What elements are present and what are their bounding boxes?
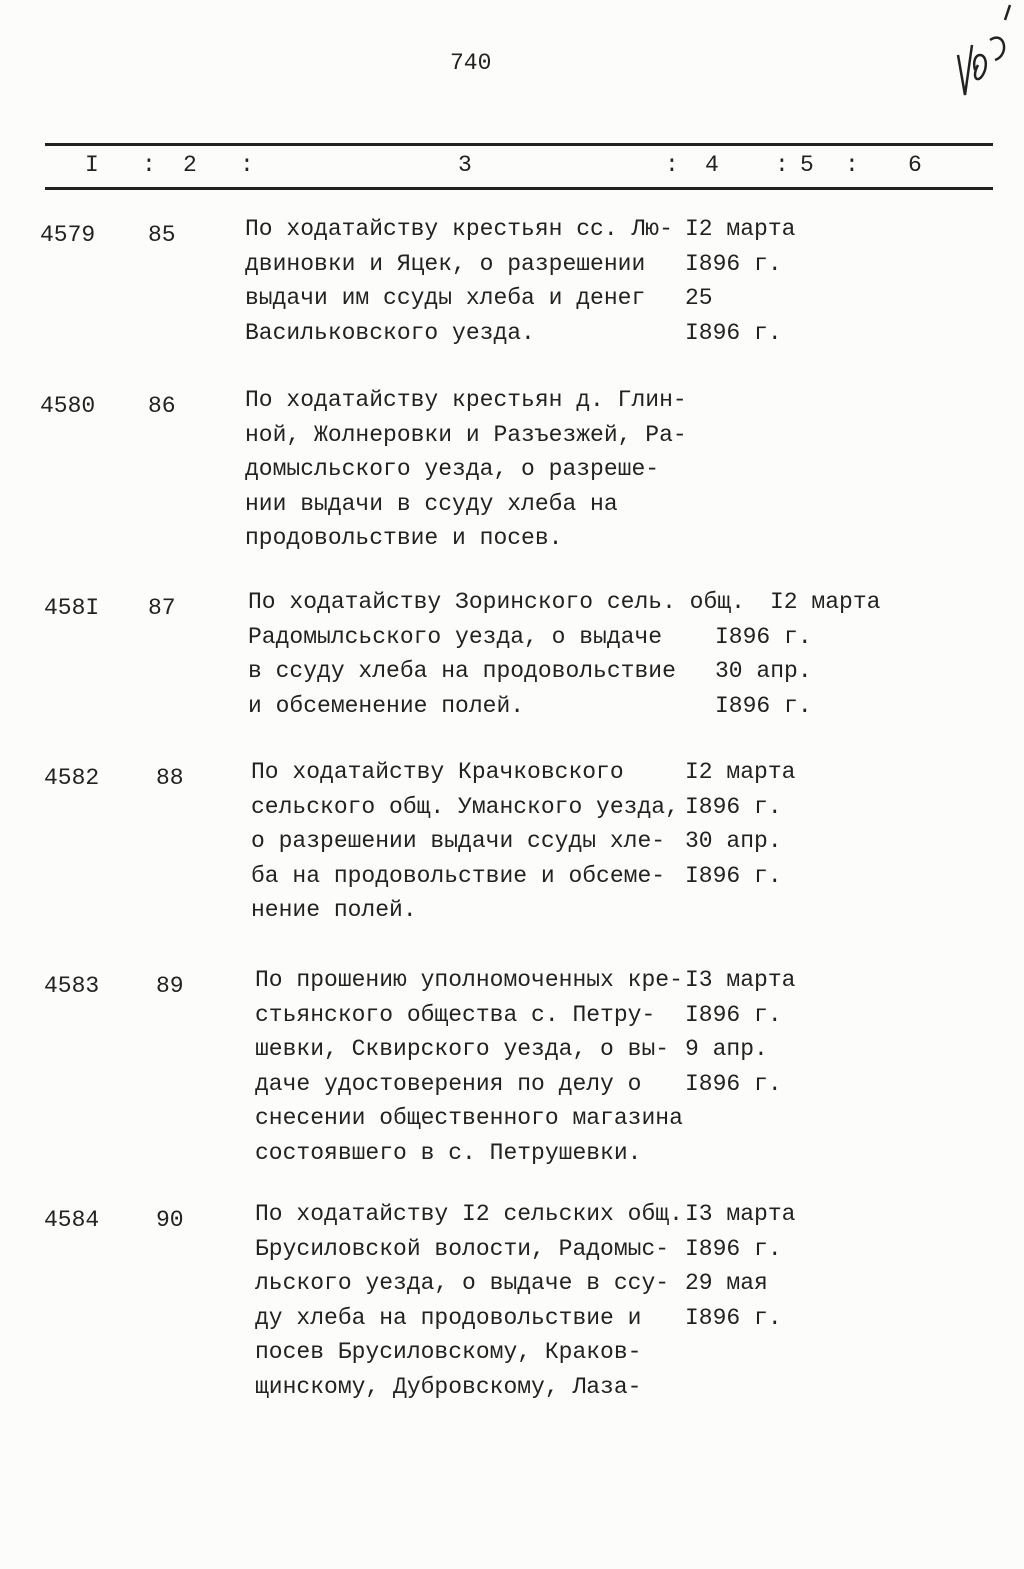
date-line: 30 апр. — [715, 658, 812, 684]
date-line: I2 марта — [770, 589, 881, 615]
description — [255, 1197, 683, 1404]
date-line: 9 апр. — [685, 1036, 768, 1062]
description-line: в ссуду хлеба на продовольствие — [248, 658, 676, 684]
description-line: выдачи им ссуды хлеба и денег — [245, 285, 646, 311]
date-line: 29 мая — [685, 1270, 768, 1296]
dates — [715, 585, 881, 723]
page-number: 740 — [450, 50, 492, 76]
description-line: о разрешении выдачи ссуды хле- — [251, 828, 666, 854]
archive-folio-mark — [950, 0, 1020, 100]
section-number: 90 — [156, 1207, 184, 1233]
description-line: По ходатайству I2 сельских общ. — [255, 1201, 683, 1227]
date-line: I2 марта — [685, 759, 796, 785]
item-number: 4582 — [44, 765, 100, 791]
description-line: даче удостоверения по делу о — [255, 1070, 642, 1097]
description-line: По ходатайству Зоринского сель. общ. — [248, 589, 745, 615]
date-line: I896 г. — [685, 1235, 782, 1262]
dates — [685, 755, 795, 893]
description-line: ной, Жолнеровки и Разъезжей, Ра- — [245, 421, 687, 448]
date-line: 30 апр. — [685, 828, 782, 854]
date-line: I896 г. — [685, 319, 782, 346]
description-line: нение полей. — [251, 897, 417, 923]
col-header-5: 5 — [800, 152, 814, 178]
header-bottom-rule — [45, 187, 993, 190]
description-line: щинскому, Дубровскому, Лаза- — [255, 1373, 642, 1400]
description-line: сельского общ. Уманского уезда, — [251, 793, 679, 820]
date-line: I896 г. — [685, 1070, 782, 1097]
description — [245, 212, 673, 350]
description-line: По ходатайству крестьян сс. Лю- — [245, 216, 673, 242]
description-line: Радомылсьского уезда, о выдаче — [248, 623, 663, 650]
date-line: I896 г. — [685, 862, 782, 889]
description-line: По ходатайству крестьян д. Глин- — [245, 387, 687, 413]
date-line: I3 марта — [685, 967, 796, 993]
description-line: нии выдачи в ссуду хлеба на — [245, 490, 618, 517]
description-line: льского уезда, о выдаче в ссу- — [255, 1270, 670, 1296]
col-header-1: I — [85, 152, 99, 178]
description-line: Брусиловской волости, Радомыс- — [255, 1235, 670, 1262]
item-number: 458I — [44, 595, 100, 621]
col-sep: : — [142, 152, 156, 178]
col-header-4: 4 — [705, 152, 719, 178]
dates — [685, 212, 795, 350]
col-sep: : — [665, 152, 679, 178]
date-line: I896 г. — [685, 793, 782, 820]
header-top-rule — [45, 143, 993, 146]
section-number: 89 — [156, 973, 184, 999]
item-number: 4584 — [44, 1207, 100, 1233]
description — [255, 963, 683, 1170]
description — [248, 585, 745, 723]
item-number: 4583 — [44, 973, 100, 999]
description-line: шевки, Сквирского уезда, о вы- — [255, 1036, 670, 1062]
item-number: 4580 — [40, 393, 96, 419]
description-line: снесении общественного магазина — [255, 1105, 683, 1131]
col-sep: : — [775, 152, 789, 178]
item-number: 4579 — [40, 222, 96, 248]
col-header-3: 3 — [458, 152, 472, 178]
date-line: 25 — [685, 285, 713, 311]
date-line: I896 г. — [685, 1304, 782, 1331]
description-line: По ходатайству Крачковского — [251, 759, 624, 785]
dates — [685, 963, 795, 1101]
date-line: I896 г. — [685, 1001, 782, 1028]
section-number: 86 — [148, 393, 176, 419]
col-header-6: 6 — [908, 152, 922, 178]
col-sep: : — [845, 152, 859, 178]
description-line: и обсеменение полей. — [248, 692, 525, 719]
date-line: I896 г. — [685, 250, 782, 277]
date-line: I3 марта — [685, 1201, 796, 1227]
description-line: По прошению уполномоченных кре- — [255, 967, 683, 993]
description-line: ду хлеба на продовольствие и — [255, 1304, 642, 1331]
description — [245, 383, 687, 556]
description-line: двиновки и Яцек, о разрешении — [245, 250, 646, 277]
description-line: домысльского уезда, о разреше- — [245, 456, 660, 482]
description-line: ба на продовольствие и обсеме- — [251, 862, 666, 889]
description-line: продовольствие и посев. — [245, 525, 563, 551]
section-number: 88 — [156, 765, 184, 791]
date-line: I2 марта — [685, 216, 796, 242]
section-number: 85 — [148, 222, 176, 248]
description-line: состоявшего в с. Петрушевки. — [255, 1139, 642, 1166]
description-line: посев Брусиловскому, Краков- — [255, 1339, 642, 1365]
description-line: Васильковского уезда. — [245, 319, 535, 346]
description-line: стьянского общества с. Петру- — [255, 1001, 656, 1028]
section-number: 87 — [148, 595, 176, 621]
col-sep: : — [240, 152, 254, 178]
date-line: I896 г. — [715, 623, 812, 650]
dates — [685, 1197, 795, 1335]
date-line: I896 г. — [715, 692, 812, 719]
description — [251, 755, 679, 928]
col-header-2: 2 — [183, 152, 197, 178]
